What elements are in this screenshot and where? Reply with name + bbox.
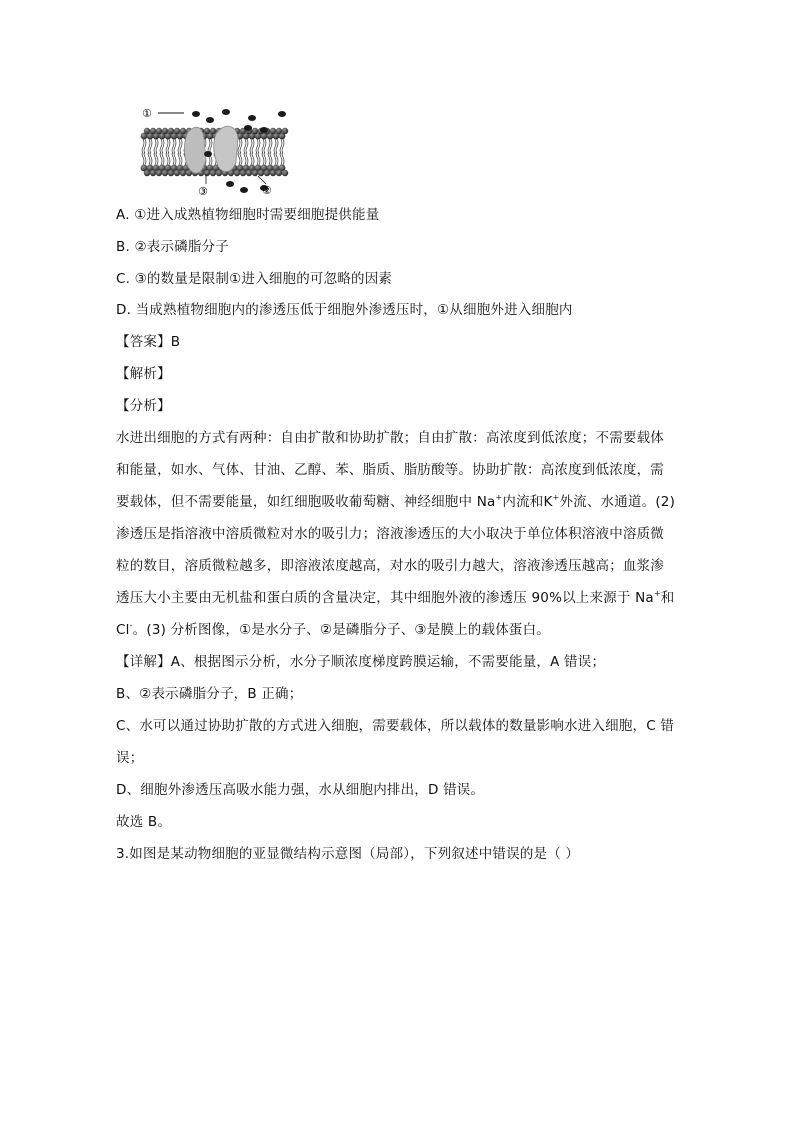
carrier-protein (184, 127, 206, 173)
analysis-line-7: Cl-。(3) 分析图像，①是水分子、②是磷脂分子、③是膜上的载体蛋白。 (116, 620, 550, 638)
phospholipid-tail (142, 153, 144, 165)
phospholipid-tail (144, 153, 146, 165)
phospholipid-head (174, 128, 180, 134)
phospholipid-tail (246, 153, 248, 165)
carrier-protein-right (214, 126, 238, 171)
phospholipid-tail (168, 139, 170, 153)
analysis-line-4: 渗透压是指溶液中溶质微粒对水的吸引力；溶液渗透压的大小取决于单位体积溶液中溶质微 (116, 526, 664, 542)
phospholipid-tail (274, 153, 276, 165)
phospholipid-tail (264, 153, 266, 165)
phospholipid-tail (250, 153, 252, 165)
phospholipid-tail (166, 153, 168, 165)
phospholipid-head (180, 128, 186, 134)
phospholipid-head (234, 170, 240, 176)
phospholipid-tail (174, 139, 176, 153)
phospholipid-tail (276, 153, 278, 165)
analysis-heading: 【解析】 (116, 366, 171, 382)
phospholipid-head (156, 128, 162, 134)
phospholipid-head (168, 128, 174, 134)
phospholipid-tail (150, 153, 152, 165)
phospholipid-tail (268, 153, 270, 165)
phospholipid-tail (238, 153, 240, 165)
phospholipid-tail (270, 139, 272, 153)
analysis-line-3: 要载体，但不需要能量，如红细胞吸收葡萄糖、神经细胞中 Na+内流和K+外流、水通道。(2) (116, 492, 676, 510)
phospholipid-head (210, 170, 216, 176)
phospholipid-head (246, 170, 252, 176)
phospholipid-tail (154, 153, 156, 165)
plus-superscript: + (552, 492, 560, 502)
phospholipid-head (270, 170, 276, 176)
phospholipid-tail (252, 153, 254, 165)
phospholipid-head (174, 170, 180, 176)
phospholipid-tail (180, 139, 182, 153)
phospholipid-head (162, 170, 168, 176)
phospholipid-tail (258, 153, 260, 165)
label-3: ③ (198, 185, 208, 196)
detail-line-1: 【详解】A、根据图示分析，水分子顺浓度梯度跨膜运输，不需要能量，A 错误； (116, 654, 606, 670)
analysis-line-2: 和能量，如水、气体、甘油、乙醇、苯、脂质、脂肪酸等。协助扩散：高浓度到低浓度，需 (116, 462, 664, 478)
next-question: 3.如图是某动物细胞的亚显微结构示意图（局部），下列叙述中错误的是（ ） (116, 846, 580, 862)
analysis-line-6: 透压大小主要由无机盐和蛋白质的含量决定，其中细胞外液的渗透压 90%以上来源于 Na+和 (116, 588, 675, 606)
analysis-subheading: 【分析】 (116, 398, 171, 414)
phospholipid-tail (168, 153, 170, 165)
phospholipid-head (216, 170, 222, 176)
phospholipid-head (282, 170, 288, 176)
phospholipid-tail (160, 153, 162, 165)
answer: 【答案】B (116, 334, 181, 350)
detail-line-3: C、水可以通过协助扩散的方式进入细胞，需要载体，所以载体的数量影响水进入细胞，C 错 (116, 718, 675, 734)
plus-superscript: + (653, 588, 661, 598)
minus-superscript: - (129, 620, 133, 630)
phospholipid-tail (244, 153, 246, 165)
phospholipid-tail (246, 139, 248, 153)
phospholipid-head (258, 170, 264, 176)
phospholipid-tail (276, 139, 278, 153)
phospholipid-head (210, 128, 216, 134)
phospholipid-head (276, 170, 282, 176)
phospholipid-tail (162, 153, 164, 165)
phospholipid-head (240, 170, 246, 176)
phospholipid-head (204, 128, 210, 134)
phospholipid-head (252, 170, 258, 176)
phospholipid-tail (162, 139, 164, 153)
phospholipid-head (150, 170, 156, 176)
phospholipid-head (264, 170, 270, 176)
plus-superscript: + (495, 492, 503, 502)
detail-line-4: 误； (116, 750, 144, 766)
label-1: ① (142, 107, 152, 120)
phospholipid-head (144, 128, 150, 134)
phospholipid-tail (240, 139, 242, 153)
phospholipid-head (156, 170, 162, 176)
detail-line-2: B、②表示磷脂分子，B 正确； (116, 686, 303, 702)
phospholipid-tail (252, 139, 254, 153)
phospholipid-tail (174, 153, 176, 165)
phospholipid-tail (172, 153, 174, 165)
phospholipid-tail (280, 153, 282, 165)
option-d: D. 当成熟植物细胞内的渗透压低于细胞外渗透压时，①从细胞外进入细胞内 (116, 302, 573, 318)
phospholipid-tail (148, 153, 150, 165)
phospholipid-head (144, 170, 150, 176)
phospholipid-tail (156, 139, 158, 153)
phospholipid-tail (144, 139, 146, 153)
membrane-diagram (140, 104, 290, 196)
phospholipid-tail (156, 153, 158, 165)
analysis-line-1: 水进出细胞的方式有两种：自由扩散和协助扩散；自由扩散：高浓度到低浓度；不需要载体 (116, 430, 664, 446)
phospholipid-tail (262, 153, 264, 165)
phospholipid-tail (258, 139, 260, 153)
label-2: ② (262, 184, 272, 196)
phospholipid-head (282, 128, 288, 134)
option-b: B. ②表示磷脂分子 (116, 239, 229, 255)
phospholipid-head (252, 128, 258, 134)
phospholipid-tail (180, 153, 182, 165)
phospholipid-tail (240, 153, 242, 165)
phospholipid-head (180, 170, 186, 176)
phospholipid-tail (282, 139, 284, 153)
analysis-line-5: 粒的数目，溶质微粒越多，即溶液浓度越高，对水的吸引力越大，溶液渗透压越高；血浆渗 (116, 558, 664, 574)
option-a: A. ①进入成熟植物细胞时需要细胞提供能量 (116, 207, 380, 223)
phospholipid-head (276, 128, 282, 134)
phospholipid-tail (150, 139, 152, 153)
phospholipid-head (270, 128, 276, 134)
phospholipid-head (168, 170, 174, 176)
phospholipid-head (150, 128, 156, 134)
detail-line-6: 故选 B。 (116, 814, 172, 830)
phospholipid-tail (264, 139, 266, 153)
detail-line-5: D、细胞外渗透压高吸水能力强，水从细胞内排出，D 错误。 (116, 782, 485, 798)
phospholipid-tail (256, 153, 258, 165)
phospholipid-tail (178, 153, 180, 165)
phospholipid-tail (282, 153, 284, 165)
phospholipid-tail (210, 139, 212, 153)
phospholipid-head (204, 170, 210, 176)
phospholipid-head (162, 128, 168, 134)
option-c: C. ③的数量是限制①进入细胞的可忽略的因素 (116, 271, 393, 287)
phospholipid-tail (270, 153, 272, 165)
